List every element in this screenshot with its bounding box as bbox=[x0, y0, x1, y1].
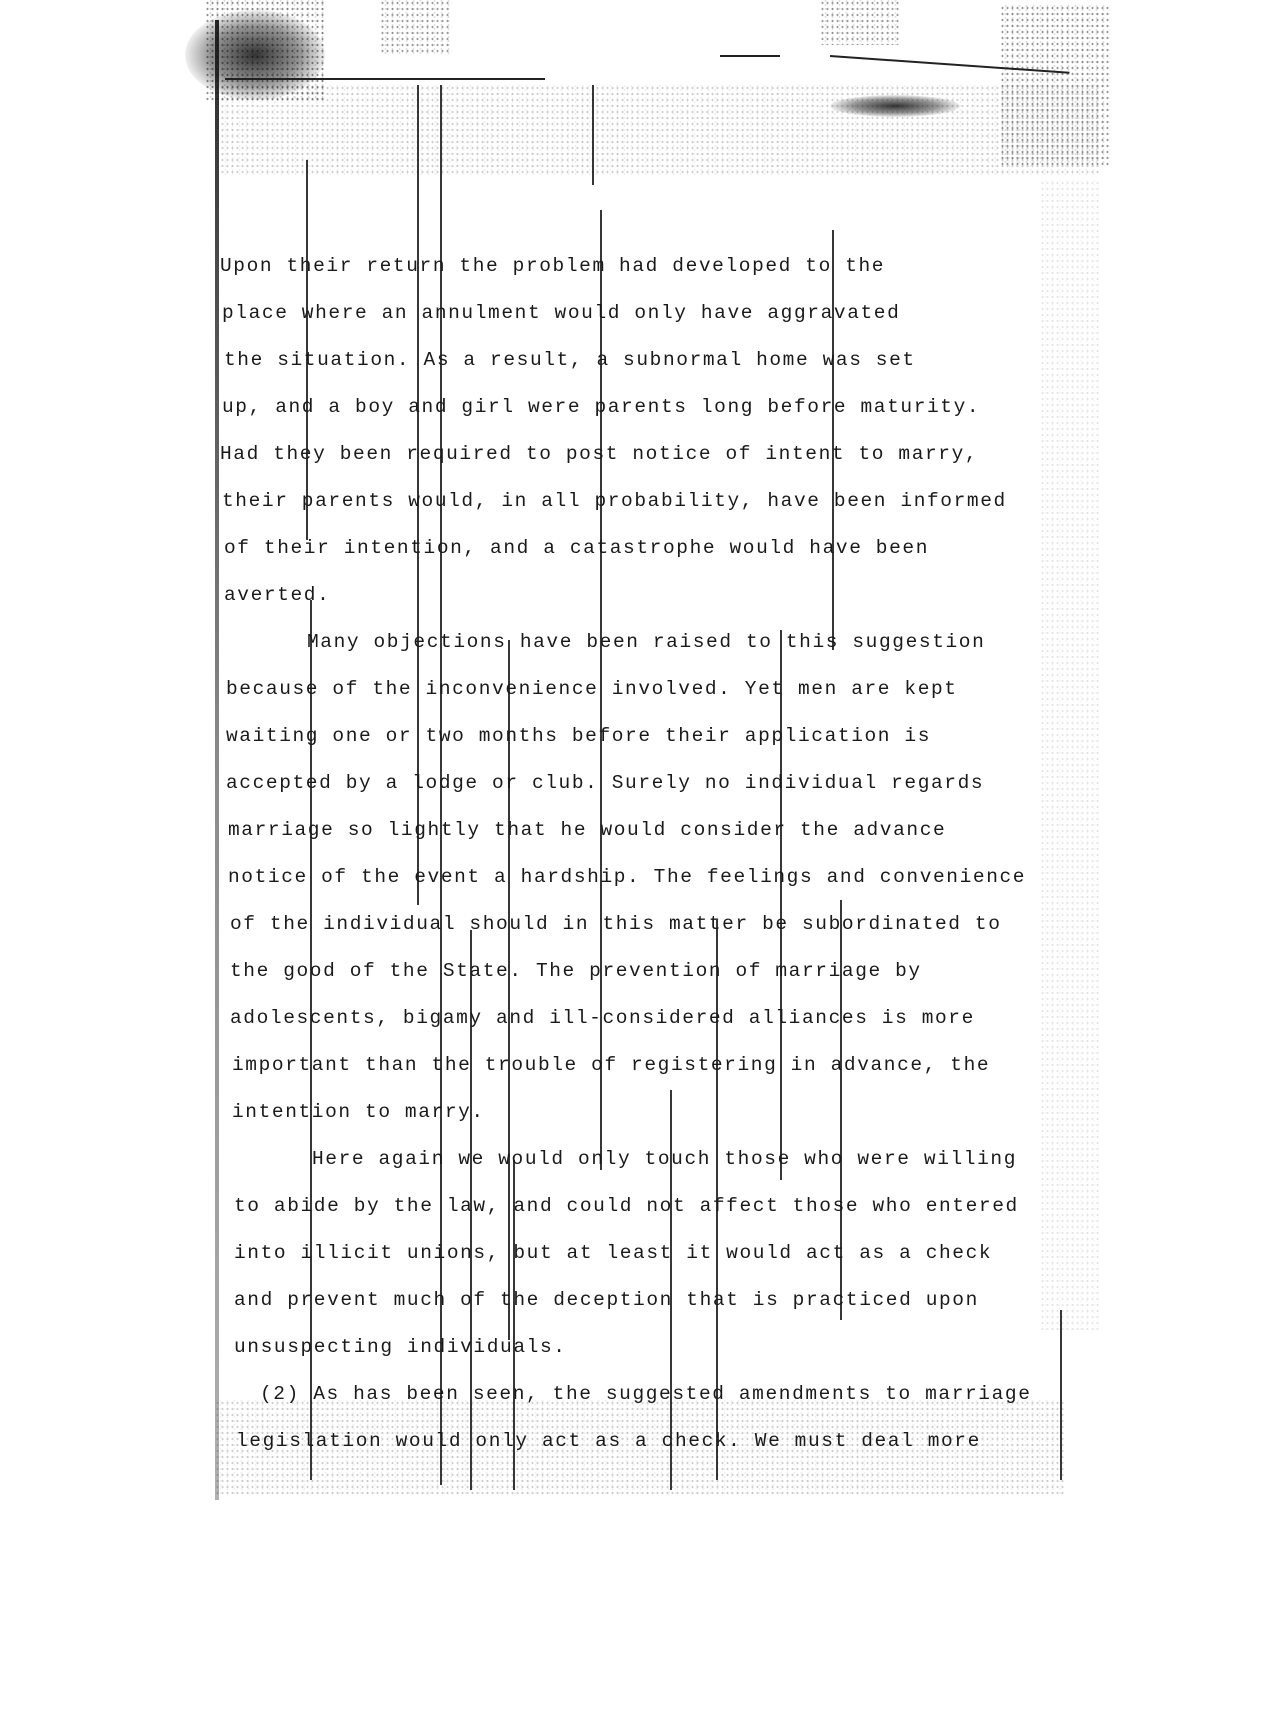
scan-streak bbox=[592, 85, 594, 185]
text-line: Many objections have been raised to this suggestion bbox=[307, 631, 986, 653]
text-line: legislation would only act as a check. We must deal more bbox=[236, 1430, 981, 1452]
text-line: unsuspecting individuals. bbox=[234, 1336, 567, 1358]
text-line: because of the inconvenience involved. Yet men are kept bbox=[226, 678, 958, 700]
top-right-smudge bbox=[830, 95, 960, 117]
text-line: of the individual should in this matter be subordinated to bbox=[230, 913, 1002, 935]
text-line: (2) As has been seen, the suggested amendments to marriage bbox=[260, 1383, 1032, 1405]
top-rule-mid bbox=[720, 55, 780, 57]
text-line: Here again we would only touch those who were willing bbox=[312, 1148, 1018, 1170]
header-band-grain bbox=[220, 85, 1100, 175]
text-line: up, and a boy and girl were parents long before maturity. bbox=[222, 396, 981, 418]
text-line: intention to marry. bbox=[232, 1101, 485, 1123]
right-edge-grain bbox=[1040, 180, 1100, 1330]
text-line: of their intention, and a catastrophe would have been bbox=[224, 537, 930, 559]
text-line: the situation. As a result, a subnormal home was set bbox=[224, 349, 916, 371]
text-line: waiting one or two months before their application is bbox=[226, 725, 932, 747]
text-line: place where an annulment would only have aggravated bbox=[222, 302, 901, 324]
page-left-edge bbox=[215, 20, 219, 1500]
text-line: marriage so lightly that he would consider the advance bbox=[228, 819, 947, 841]
top-mid-grain bbox=[820, 0, 900, 45]
text-line: Upon their return the problem had developed to the bbox=[220, 255, 886, 277]
text-line: to abide by the law, and could not affect those who entered bbox=[234, 1195, 1019, 1217]
scan-streak bbox=[832, 230, 834, 650]
text-line: important than the trouble of registering in advance, the bbox=[232, 1054, 991, 1076]
text-line: adolescents, bigamy and ill-considered alliances is more bbox=[230, 1007, 975, 1029]
text-line: the good of the State. The prevention of marriage by bbox=[230, 960, 922, 982]
scan-streak bbox=[780, 630, 782, 1180]
text-line: and prevent much of the deception that is practiced upon bbox=[234, 1289, 979, 1311]
text-line: notice of the event a hardship. The feelings and convenience bbox=[228, 866, 1027, 888]
text-line: averted. bbox=[224, 584, 331, 606]
scan-streak bbox=[1060, 1310, 1062, 1480]
text-line: Had they been required to post notice of intent to marry, bbox=[220, 443, 979, 465]
top-rule-left bbox=[225, 78, 545, 80]
top-center-grain bbox=[380, 0, 450, 55]
text-line: accepted by a lodge or club. Surely no individual regards bbox=[226, 772, 985, 794]
text-line: their parents would, in all probability, have been informed bbox=[222, 490, 1007, 512]
text-line: into illicit unions, but at least it would act as a check bbox=[234, 1242, 993, 1264]
